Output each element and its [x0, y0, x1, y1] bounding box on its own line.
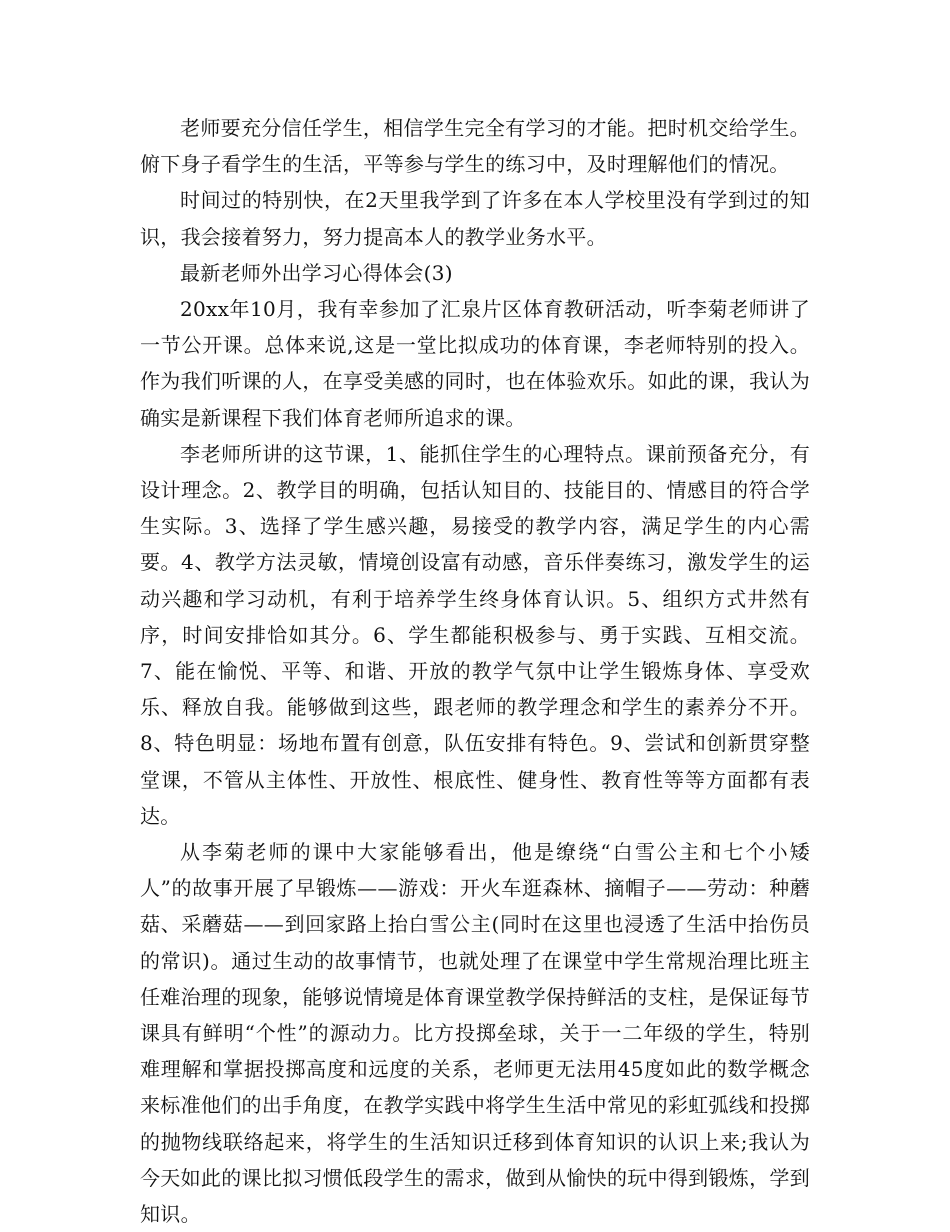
paragraph-story-situation: 从李菊老师的课中大家能够看出，他是缭绕“白雪公主和七个小矮人”的故事开展了早锻炼——游戏：开火车逛森林、摘帽子——劳动：种蘑菇、采蘑菇——到回家路上抬白雪公主(同时在这里也浸透了生活中抬伤员的常识)。通过生动的故事情节，也就处理了在课堂中学生常规治理比班主任难治理的现象，能够说情境是体育课堂教学保持鲜活的支柱，是保证每节课具有鲜明“个性”的源动力。比方投掷垒球，关于一二年级的学生，特别难理解和掌据投掷高度和远度的关系，老师更无法用45度如此的数学概念来标准他们的出手角度，在教学实践中将学生生活中常见的彩虹弧线和投掷的抛物线联络起来，将学生的生活知识迁移到体育知识的认识上来;我认为今天如此的课比拟习惯低段学生的需求，做到从愉快的玩中得到锻炼，学到知识。 [140, 840, 810, 1227]
paragraph-lesson-features: 李老师所讲的这节课，1、能抓住学生的心理特点。课前预备充分，有设计理念。2、教学目的明确，包括认知目的、技能目的、情感目的符合学生实际。3、选择了学生感兴趣，易接受的教学内容，满足学生的内心需要。4、教学方法灵敏，情境创设富有动感，音乐伴奏练习，激发学生的运动兴趣和学习动机，有利于培养学生终身体育认识。5、组织方式井然有序，时间安排恰如其分。6、学生都能积极参与、勇于实践、互相交流。7、能在愉悦、平等、和谐、开放的教学气氛中让学生锻炼身体、享受欢乐、释放自我。能够做到这些，跟老师的教学理念和学生的素养分不开。8、特色明显：场地布置有创意，队伍安排有特色。9、尝试和创新贯穿整堂课，不管从主体性、开放性、根底性、健身性、教育性等等方面都有表达。 [140, 441, 810, 828]
section-heading: 最新老师外出学习心得体会(3) [180, 260, 453, 285]
paragraph-trust-students: 老师要充分信任学生，相信学生完全有学习的才能。把时机交给学生。俯下身子看学生的生活，平等参与学生的练习中，及时理解他们的情况。 [140, 116, 810, 177]
paragraph-open-class: 20xx年10月，我有幸参加了汇泉片区体育教研活动，听李菊老师讲了一节公开课。总体来说,这是一堂比拟成功的体育课，李老师特别的投入。作为我们听课的人，在享受美感的同时，也在体验欢乐。如此的课，我认为确实是新课程下我们体育老师所追求的课。 [140, 297, 810, 430]
document-body [140, 110, 810, 1232]
paragraph-time-passed: 时间过的特别快，在2天里我学到了许多在本人学校里没有学到过的知识，我会接着努力，努力提高本人的教学业务水平。 [140, 188, 810, 249]
